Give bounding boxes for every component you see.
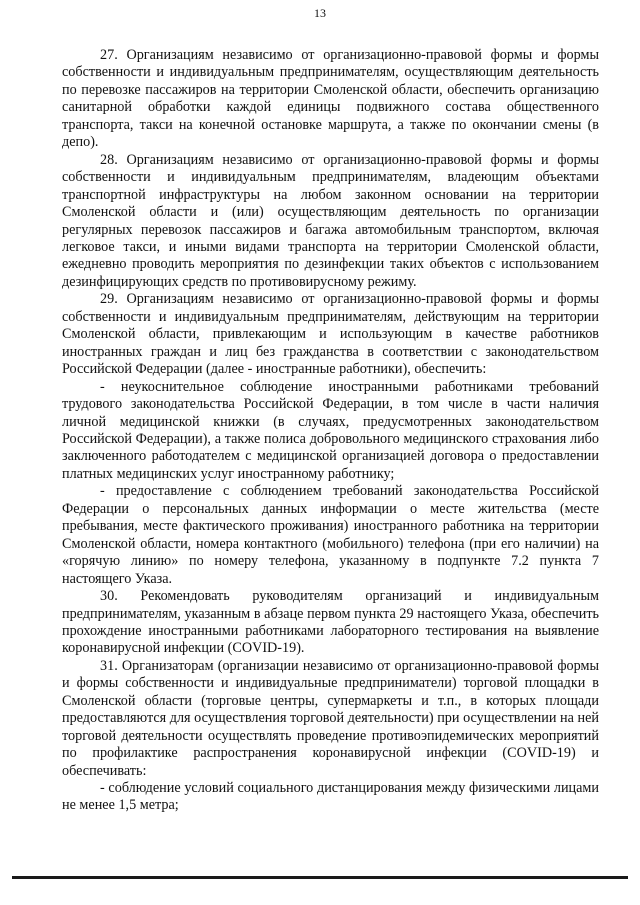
paragraph-28: 28. Организациям независимо от организационно-правовой формы и формы собственности и индивидуальным предпринимателям, владеющим объектами транспортной инфраструктуры на любом законном основании на территории Смоленской области и (или) осуществляющим деятельность по организации регулярных перевозок пассажиров и багажа автомобильным транспортом, включая легковое такси, и иными видами транспорта на территории Смоленской области, ежедневно проводить мероприятия по дезинфекции таких объектов с использованием дезинфицирующих средств по противовирусному режиму. [62, 151, 599, 290]
paragraph-31-item-1: - соблюдение условий социального дистанцирования между физическими лицами не менее 1,5 метра; [62, 780, 599, 814]
paragraph-29-item-1: - неукоснительное соблюдение иностранными работниками требований трудового законодательства Российской Федерации, в том числе в части наличия личной медицинской книжки (в случаях, предусмотренных законодательством Российской Федерации), а также полиса добровольного медицинского страхования либо заключенного работодателем с медицинской организацией договора о предоставлении платных медицинских услуг иностранному работнику; [62, 378, 599, 482]
paragraph-30: 30. Рекомендовать руководителям организаций и индивидуальным предпринимателям, указанным в абзаце первом пункта 29 настоящего Указа, обеспечить прохождение иностранными работниками лабораторного тестирования на выявление коронавирусной инфекции (COVID-19). [62, 588, 599, 657]
bottom-divider [12, 876, 628, 879]
paragraph-27: 27. Организациям независимо от организационно-правовой формы и формы собственности и индивидуальным предпринимателям, осуществляющим деятельность по перевозке пассажиров на территории Смоленской области, обеспечить организацию санитарной обработки каждой единицы подвижного состава общественного транспорта, такси на конечной остановке маршрута, а также по окончании смены (в депо). [62, 47, 599, 151]
paragraph-29-item-2: - предоставление с соблюдением требований законодательства Российской Федерации о персональных данных информации о месте жительства (месте пребывания, месте фактического проживания) иностранного работника на территории Смоленской области, номера контактного (мобильного) телефона (при его наличии) на «горячую линию» по номеру телефона, указанному в подпункте 7.2 пункта 7 настоящего Указа. [62, 483, 599, 587]
document-body [62, 47, 599, 815]
paragraph-29: 29. Организациям независимо от организационно-правовой формы и формы собственности и индивидуальным предпринимателям, действующим на территории Смоленской области, привлекающим и использующим в качестве работников иностранных граждан и лиц без гражданства в соответствии с законодательством Российской Федерации (далее - иностранные работники), обеспечить: [62, 291, 599, 378]
page-number: 13 [314, 6, 326, 20]
paragraph-31: 31. Организаторам (организации независимо от организационно-правовой формы и формы собственности и индивидуальные предприниматели) торговой площадки в Смоленской области (торговые центры, супермаркеты и т.п., в которых площади предоставляются для осуществления торговой деятельности) при осуществлении на ней торговой деятельности осуществлять проведение противоэпидемических мероприятий по профилактике распространения коронавирусной инфекции (COVID-19) и обеспечивать: [62, 657, 599, 779]
